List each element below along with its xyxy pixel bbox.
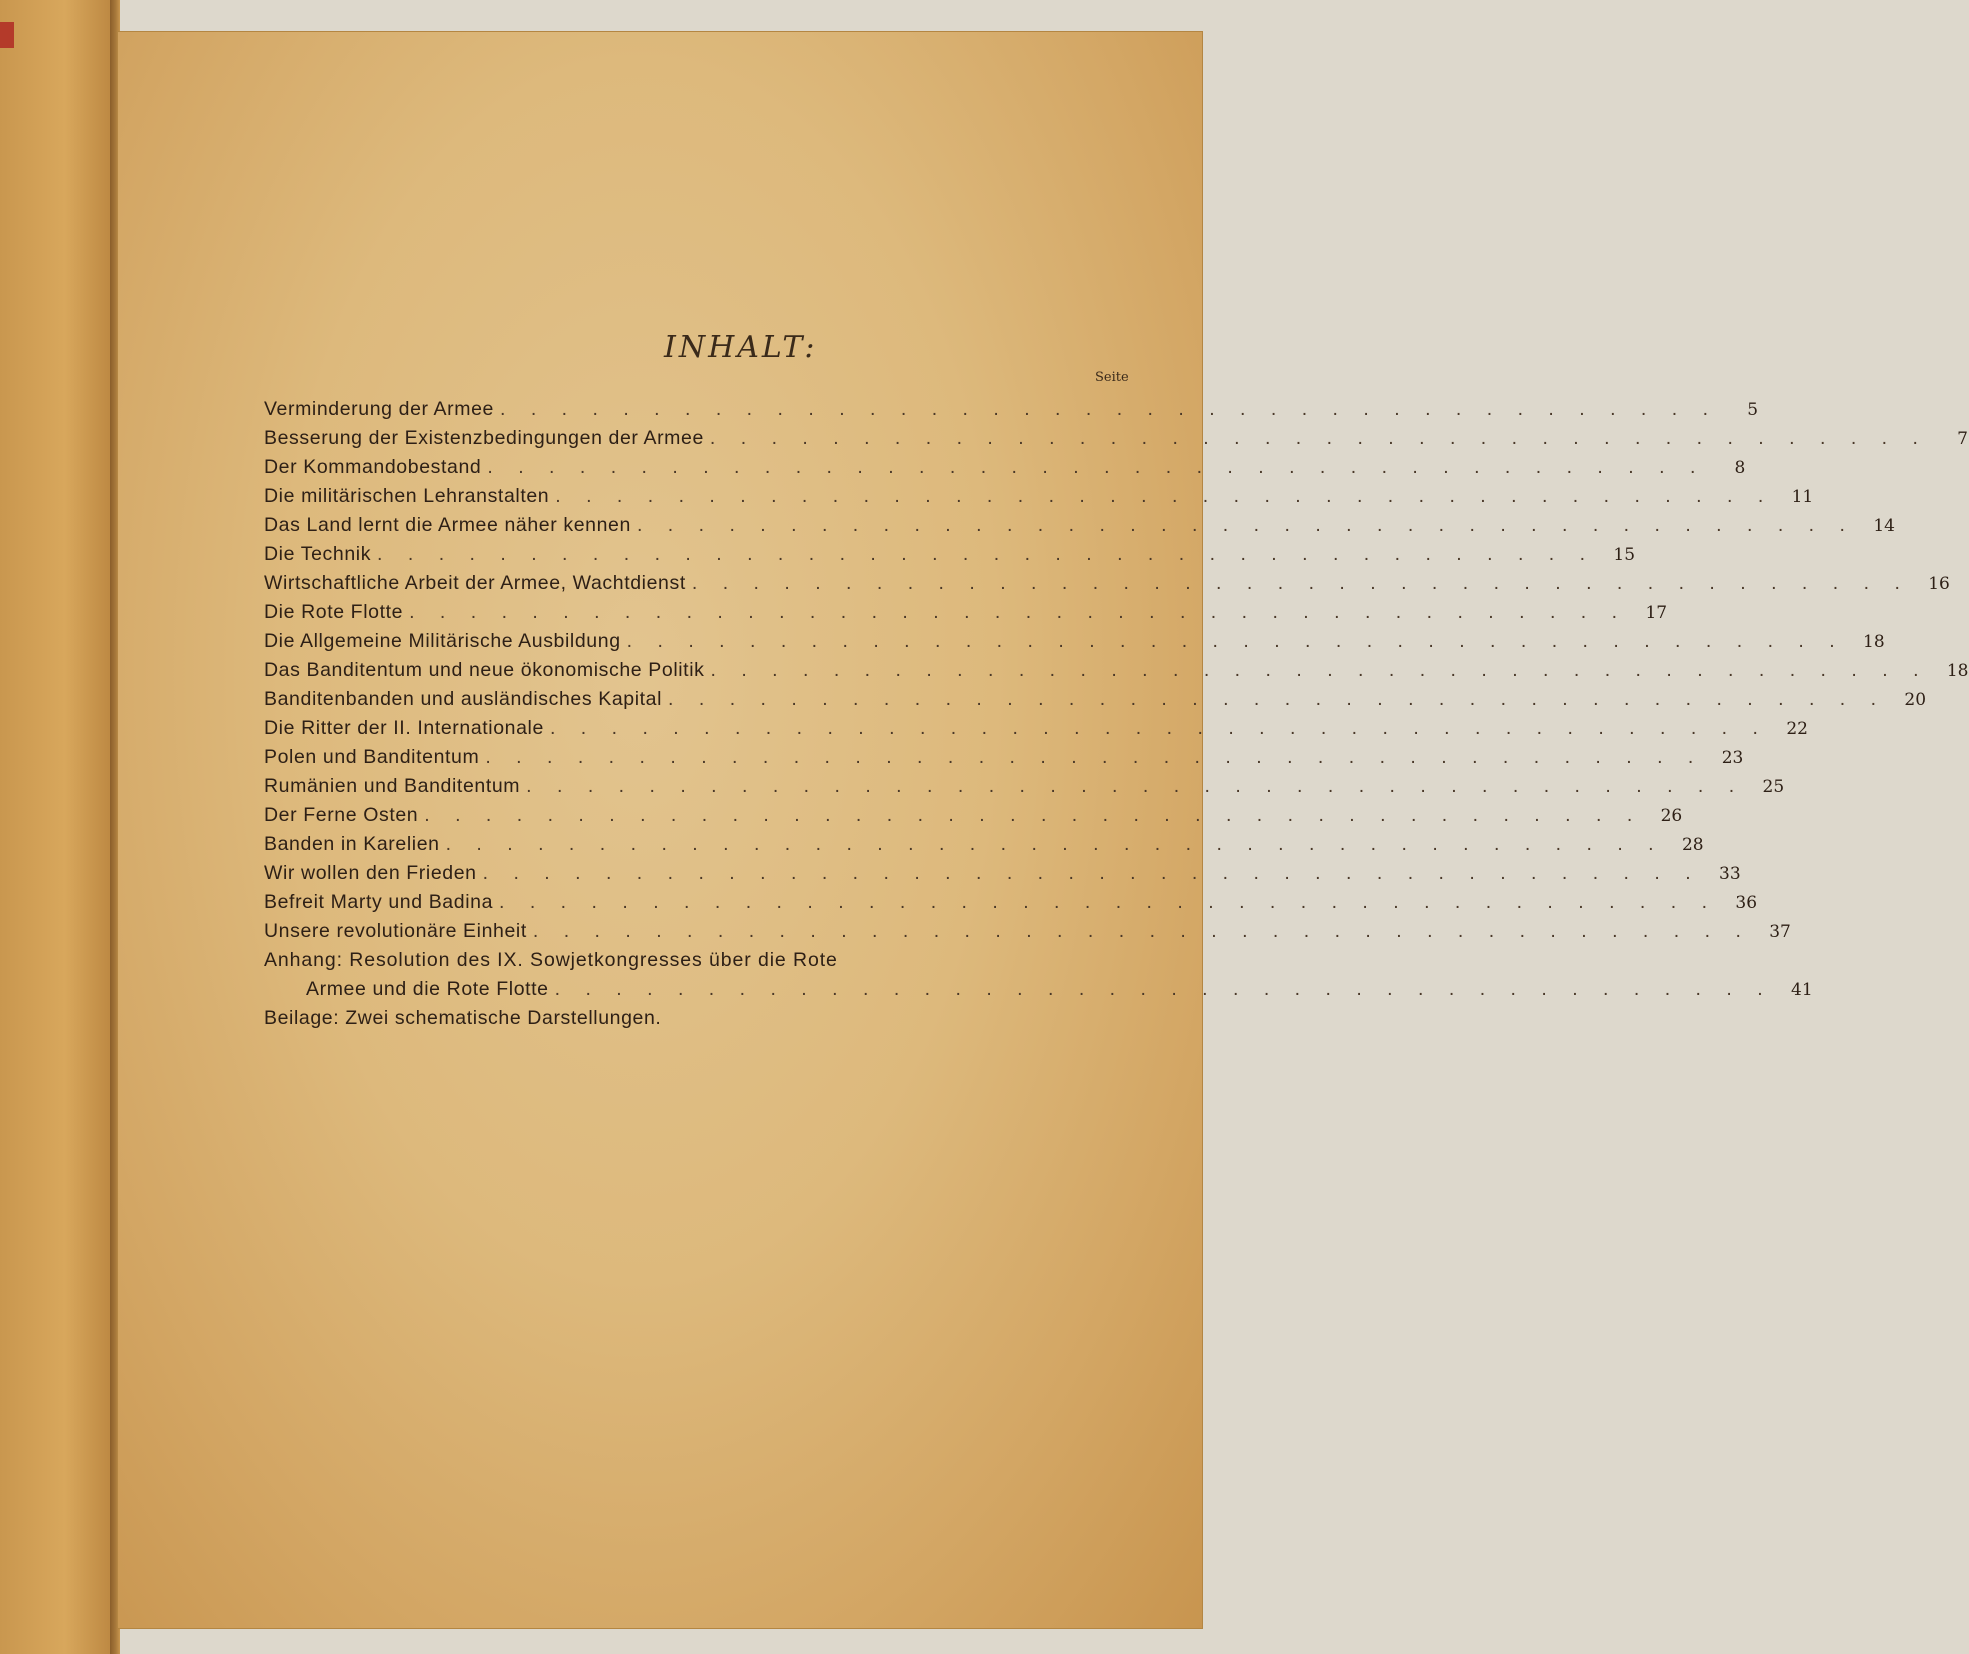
dot-leader: . . . . . . . . . . . . . . . . . . . . . . . . . . . . . . . . . . . . . . . . [626,630,1845,652]
toc-entry-page: 14 [1873,516,1895,536]
dot-leader: . . . . . . . . . . . . . . . . . . . . . . . . . . . . . . . . . . . . . . . . [424,804,1643,826]
toc-entry [264,688,1927,717]
toc-entry [264,746,1744,775]
dot-leader: . . . . . . . . . . . . . . . . . . . . . . . . . . . . . . . . . . . . . . . . [636,514,1855,536]
dot-leader: . . . . . . . . . . . . . . . . . . . . . . . . . . . . . . . . . . . . . . . . [485,746,1704,768]
toc-entry-page: 5 [1747,400,1759,420]
dot-leader: . . . . . . . . . . . . . . . . . . . . . . . . . . . . . . . . . . . . . . . . [691,572,1910,594]
toc-entry-page: 17 [1645,603,1668,623]
page-title: INHALT: [664,330,818,365]
appendix-page: 41 [1791,980,1813,1000]
toc-entry [264,601,1668,630]
toc-entry-title: Die Technik [264,543,372,565]
toc-entry-page: 11 [1791,487,1814,507]
toc-entry [264,775,1785,804]
toc-entry-page: 33 [1719,864,1741,884]
toc-entry [264,717,1808,746]
dot-leader: . . . . . . . . . . . . . . . . . . . . . . . . . . . . . . . . . . . . . . . . [709,427,1928,449]
toc-entry [264,804,1683,833]
toc-entry-page: 25 [1762,777,1785,797]
toc-entry-page: 16 [1928,574,1950,594]
dot-leader: . . . . . . . . . . . . . . . . . . . . . . . . . . . . . . . . . . . . . . . . [710,659,1929,681]
toc-entry-title: Die Allgemeine Militärische Ausbildung [264,630,621,652]
toc-entry-title: Wir wollen den Frieden [264,862,477,884]
toc-entry-title: Verminderung der Armee [264,398,494,420]
toc-entry-title: Der Ferne Osten [264,804,419,826]
toc-entry-page: 7 [1957,429,1968,449]
dot-leader: . . . . . . . . . . . . . . . . . . . . . . . . . . . . . . . . . . . . . . . . [555,485,1774,507]
dot-leader: . . . . . . . . . . . . . . . . . . . . . . . . . . . . . . . . . . . . . . . . [445,833,1664,855]
cover-red-strip [0,22,14,48]
toc-entry-title: Das Land lernt die Armee näher kennen [264,514,631,536]
toc-entry [264,891,1758,920]
toc-entry-title: Befreit Marty und Badina [264,891,494,913]
toc-entry-title: Banden in Karelien [264,833,440,855]
appendix-entry-line1 [264,949,1094,978]
appendix-entry-line2 [264,978,1813,1007]
toc-entry-page: 18 [1863,632,1885,652]
toc-entry-page: 15 [1613,545,1636,565]
toc-entry-title: Rumänien und Banditentum [264,775,521,797]
toc-entry-page: 37 [1769,922,1791,942]
toc-entry [264,543,1636,572]
toc-entry-page: 36 [1735,893,1758,913]
toc-entry-page: 28 [1681,835,1704,855]
toc-entry [264,485,1814,514]
toc-entry-title: Polen und Banditentum [264,746,480,768]
toc-entry-page: 23 [1721,748,1744,768]
toc-entry-title: Wirtschaftliche Arbeit der Armee, Wachtdienst [264,572,686,594]
dot-leader: . . . . . . . . . . . . . . . . . . . . . . . . . . . . . . . . . . . . . . . . [487,456,1706,478]
toc-entry-title: Besserung der Existenzbedingungen der Armee [264,427,704,449]
appendix-title: Anhang: Resolution des IX. Sowjetkongresses über die Rote [264,949,838,971]
toc-entry-page: 18 [1946,661,1969,681]
dot-leader: . . . . . . . . . . . . . . . . . . . . . . . . . . . . . . . . . . . . . . . . [482,862,1701,884]
toc-entry-title: Der Kommandobestand [264,456,482,478]
dot-leader: . . . . . . . . . . . . . . . . . . . . . . . . . . . . . . . . . . . . . . . . [409,601,1628,623]
toc-entry-title: Unsere revolutionäre Einheit [264,920,527,942]
supplement-title: Beilage: Zwei schematische Darstellungen. [264,1007,662,1029]
table-of-contents [264,398,1969,1036]
dot-leader: . . . . . . . . . . . . . . . . . . . . . . . . . . . . . . . . . . . . . . . . [532,920,1751,942]
toc-entry [264,920,1791,949]
page-column-label: Seite [1095,370,1129,385]
appendix-title-continued: Armee und die Rote Flotte [306,978,549,1000]
supplement-entry [264,1007,1094,1036]
toc-entry [264,862,1741,891]
toc-entry-page: 20 [1904,690,1927,710]
contents-page [118,32,1969,1628]
toc-entry [264,427,1968,456]
dot-leader: . . . . . . . . . . . . . . . . . . . . . . . . . . . . . . . . . . . . . . . . [549,717,1768,739]
dot-leader: . . . . . . . . . . . . . . . . . . . . . . . . . . . . . . . . . . . . . . . . [554,978,1773,1000]
dot-leader: . . . . . . . . . . . . . . . . . . . . . . . . . . . . . . . . . . . . . . . . [377,543,1596,565]
toc-entry [264,398,1759,427]
toc-entry [264,659,1969,688]
dot-leader: . . . . . . . . . . . . . . . . . . . . . . . . . . . . . . . . . . . . . . . . [499,891,1718,913]
dot-leader: . . . . . . . . . . . . . . . . . . . . . . . . . . . . . . . . . . . . . . . . [668,688,1887,710]
dot-leader: . . . . . . . . . . . . . . . . . . . . . . . . . . . . . . . . . . . . . . . . [526,775,1745,797]
toc-entry-page: 8 [1734,458,1746,478]
toc-entry-title: Die Ritter der II. Internationale [264,717,544,739]
toc-entry [264,572,1950,601]
toc-entry [264,630,1885,659]
toc-entry-page: 22 [1786,719,1808,739]
toc-entry-page: 26 [1660,806,1683,826]
toc-entry-title: Das Banditentum und neue ökonomische Politik [264,659,705,681]
toc-entry [264,833,1704,862]
toc-entry [264,456,1746,485]
toc-entry-title: Banditenbanden und ausländisches Kapital [264,688,663,710]
previous-page-edge [0,0,118,1654]
toc-entry-title: Die militärischen Lehranstalten [264,485,550,507]
toc-entry [264,514,1895,543]
dot-leader: . . . . . . . . . . . . . . . . . . . . . . . . . . . . . . . . . . . . . . . . [500,398,1719,420]
toc-entry-title: Die Rote Flotte [264,601,404,623]
